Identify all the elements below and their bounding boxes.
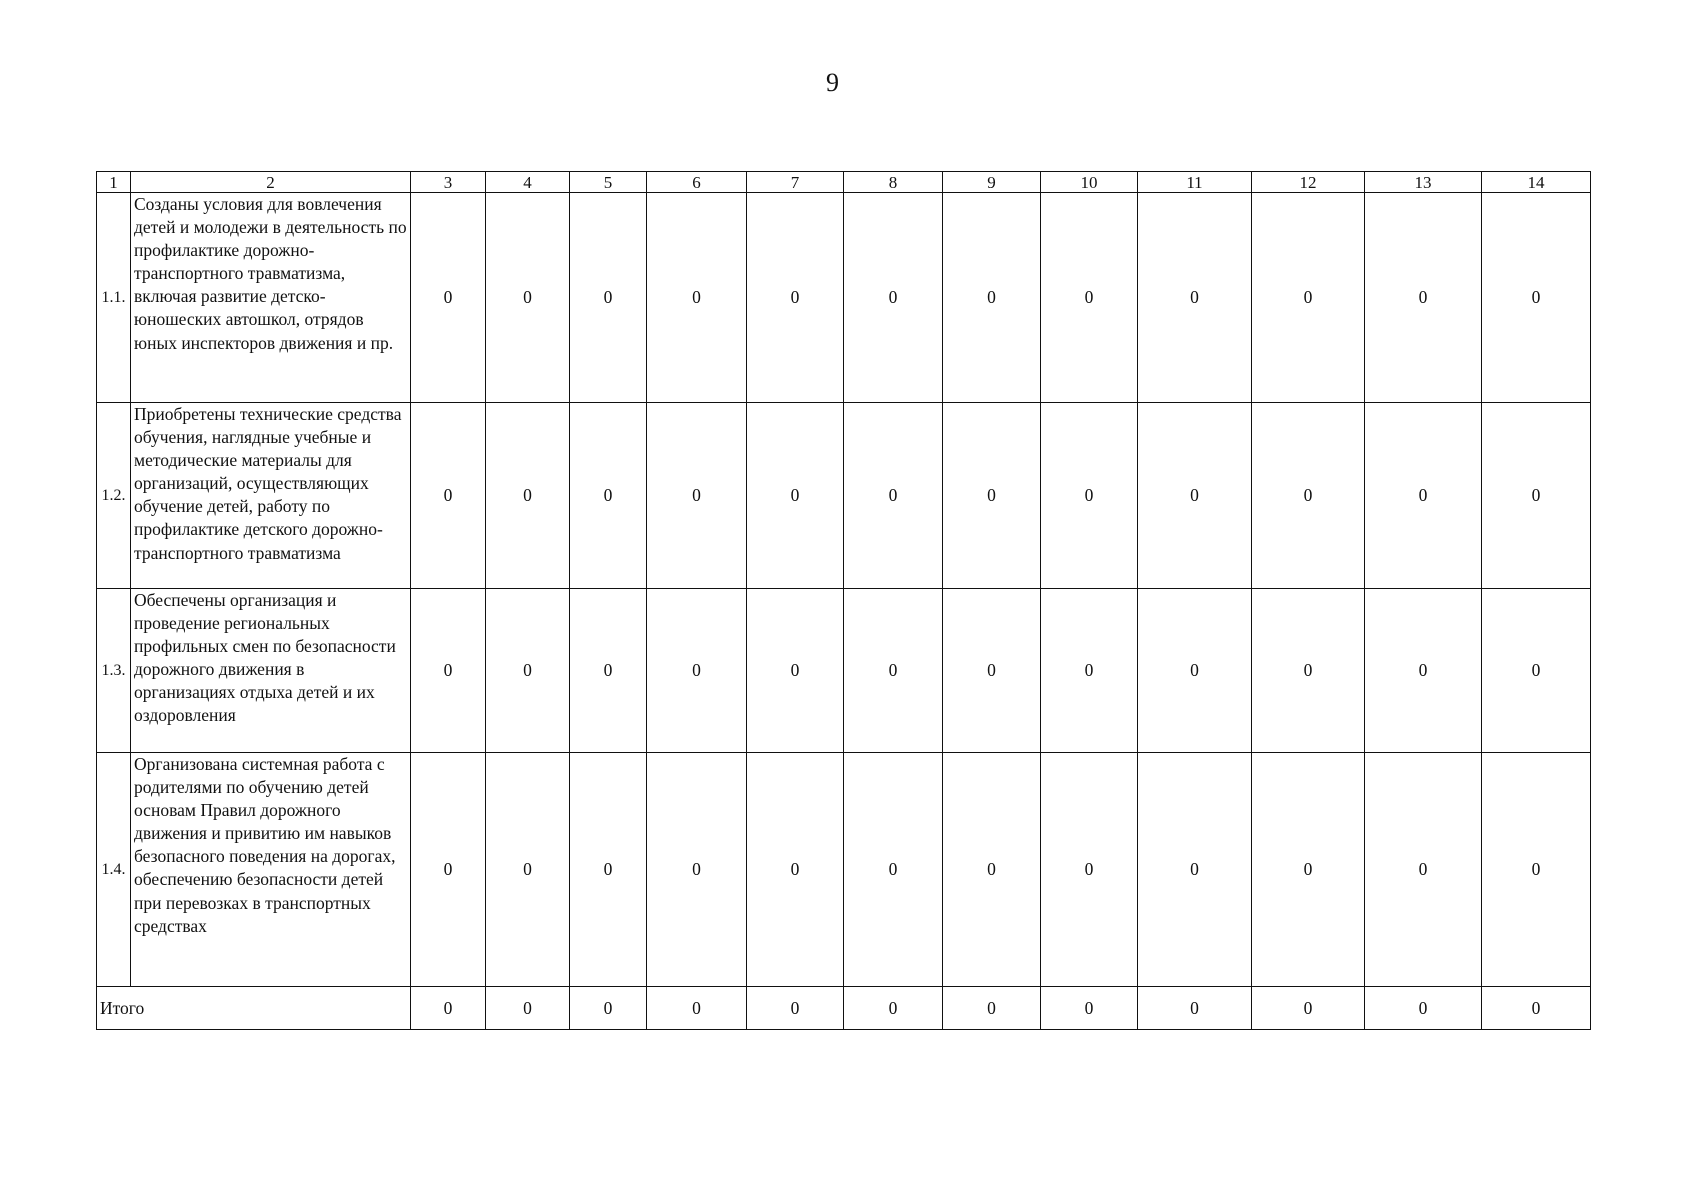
row-number: 1.4. <box>97 753 131 987</box>
value-cell: 0 <box>647 193 747 403</box>
value-cell: 0 <box>747 589 844 753</box>
column-header: 5 <box>570 172 647 193</box>
value-cell: 0 <box>1138 193 1252 403</box>
value-cell: 0 <box>1365 753 1482 987</box>
value-cell: 0 <box>570 403 647 589</box>
total-value-cell: 0 <box>1252 987 1365 1030</box>
table-row <box>97 753 1591 987</box>
value-cell: 0 <box>411 753 486 987</box>
value-cell: 0 <box>570 753 647 987</box>
column-header: 9 <box>943 172 1041 193</box>
value-cell: 0 <box>1041 589 1138 753</box>
value-cell: 0 <box>570 193 647 403</box>
value-cell: 0 <box>647 403 747 589</box>
value-cell: 0 <box>486 753 570 987</box>
table-row <box>97 403 1591 589</box>
value-cell: 0 <box>1041 403 1138 589</box>
value-cell: 0 <box>570 589 647 753</box>
value-cell: 0 <box>486 193 570 403</box>
value-cell: 0 <box>1365 589 1482 753</box>
value-cell: 0 <box>1482 753 1591 987</box>
value-cell: 0 <box>943 753 1041 987</box>
column-header: 1 <box>97 172 131 193</box>
column-header: 14 <box>1482 172 1591 193</box>
row-description: Организована системная работа с родителями по обучению детей основам Правил дорожного движения и привитию им навыков безопасного поведения на дорогах, обеспечению безопасности детей при перевозках в транспортных средствах <box>131 753 411 987</box>
value-cell: 0 <box>1041 193 1138 403</box>
total-value-cell: 0 <box>570 987 647 1030</box>
value-cell: 0 <box>647 589 747 753</box>
total-label: Итого <box>97 987 411 1030</box>
value-cell: 0 <box>844 193 943 403</box>
value-cell: 0 <box>411 193 486 403</box>
page-number: 9 <box>826 68 839 97</box>
value-cell: 0 <box>1365 193 1482 403</box>
value-cell: 0 <box>943 403 1041 589</box>
row-description: Созданы условия для вовлечения детей и молодежи в деятельность по профилактике дорожно-транспортного травматизма, включая развитие детско-юношеских автошкол, отрядов юных инспекторов движения и пр. <box>131 193 411 403</box>
total-value-cell: 0 <box>1138 987 1252 1030</box>
column-header: 2 <box>131 172 411 193</box>
column-header: 6 <box>647 172 747 193</box>
value-cell: 0 <box>647 753 747 987</box>
value-cell: 0 <box>844 403 943 589</box>
value-cell: 0 <box>1041 753 1138 987</box>
table-row <box>97 193 1591 403</box>
column-header: 12 <box>1252 172 1365 193</box>
row-number: 1.2. <box>97 403 131 589</box>
total-value-cell: 0 <box>411 987 486 1030</box>
table-header-row <box>97 172 1591 193</box>
total-value-cell: 0 <box>486 987 570 1030</box>
total-value-cell: 0 <box>844 987 943 1030</box>
value-cell: 0 <box>943 193 1041 403</box>
value-cell: 0 <box>747 193 844 403</box>
total-value-cell: 0 <box>943 987 1041 1030</box>
value-cell: 0 <box>1252 403 1365 589</box>
column-header: 10 <box>1041 172 1138 193</box>
value-cell: 0 <box>1138 753 1252 987</box>
value-cell: 0 <box>747 403 844 589</box>
value-cell: 0 <box>486 589 570 753</box>
table-row <box>97 589 1591 753</box>
column-header: 3 <box>411 172 486 193</box>
row-description: Обеспечены организация и проведение региональных профильных смен по безопасности дорожного движения в организациях отдыха детей и их оздоровления <box>131 589 411 753</box>
value-cell: 0 <box>1482 403 1591 589</box>
value-cell: 0 <box>1138 403 1252 589</box>
data-table <box>96 171 1591 1030</box>
value-cell: 0 <box>844 589 943 753</box>
value-cell: 0 <box>411 589 486 753</box>
column-header: 13 <box>1365 172 1482 193</box>
column-header: 7 <box>747 172 844 193</box>
value-cell: 0 <box>1252 753 1365 987</box>
column-header: 11 <box>1138 172 1252 193</box>
value-cell: 0 <box>1252 589 1365 753</box>
value-cell: 0 <box>844 753 943 987</box>
value-cell: 0 <box>486 403 570 589</box>
total-value-cell: 0 <box>1365 987 1482 1030</box>
value-cell: 0 <box>1482 193 1591 403</box>
total-value-cell: 0 <box>747 987 844 1030</box>
row-number: 1.1. <box>97 193 131 403</box>
row-description: Приобретены технические средства обучения, наглядные учебные и методические материалы для организаций, осуществляющих обучение детей, работу по профилактике детского дорожно-транспортного травматизма <box>131 403 411 589</box>
row-number: 1.3. <box>97 589 131 753</box>
value-cell: 0 <box>1252 193 1365 403</box>
total-value-cell: 0 <box>1482 987 1591 1030</box>
value-cell: 0 <box>1482 589 1591 753</box>
value-cell: 0 <box>747 753 844 987</box>
total-value-cell: 0 <box>1041 987 1138 1030</box>
value-cell: 0 <box>943 589 1041 753</box>
value-cell: 0 <box>1138 589 1252 753</box>
column-header: 4 <box>486 172 570 193</box>
value-cell: 0 <box>411 403 486 589</box>
column-header: 8 <box>844 172 943 193</box>
total-row <box>97 987 1591 1030</box>
value-cell: 0 <box>1365 403 1482 589</box>
total-value-cell: 0 <box>647 987 747 1030</box>
